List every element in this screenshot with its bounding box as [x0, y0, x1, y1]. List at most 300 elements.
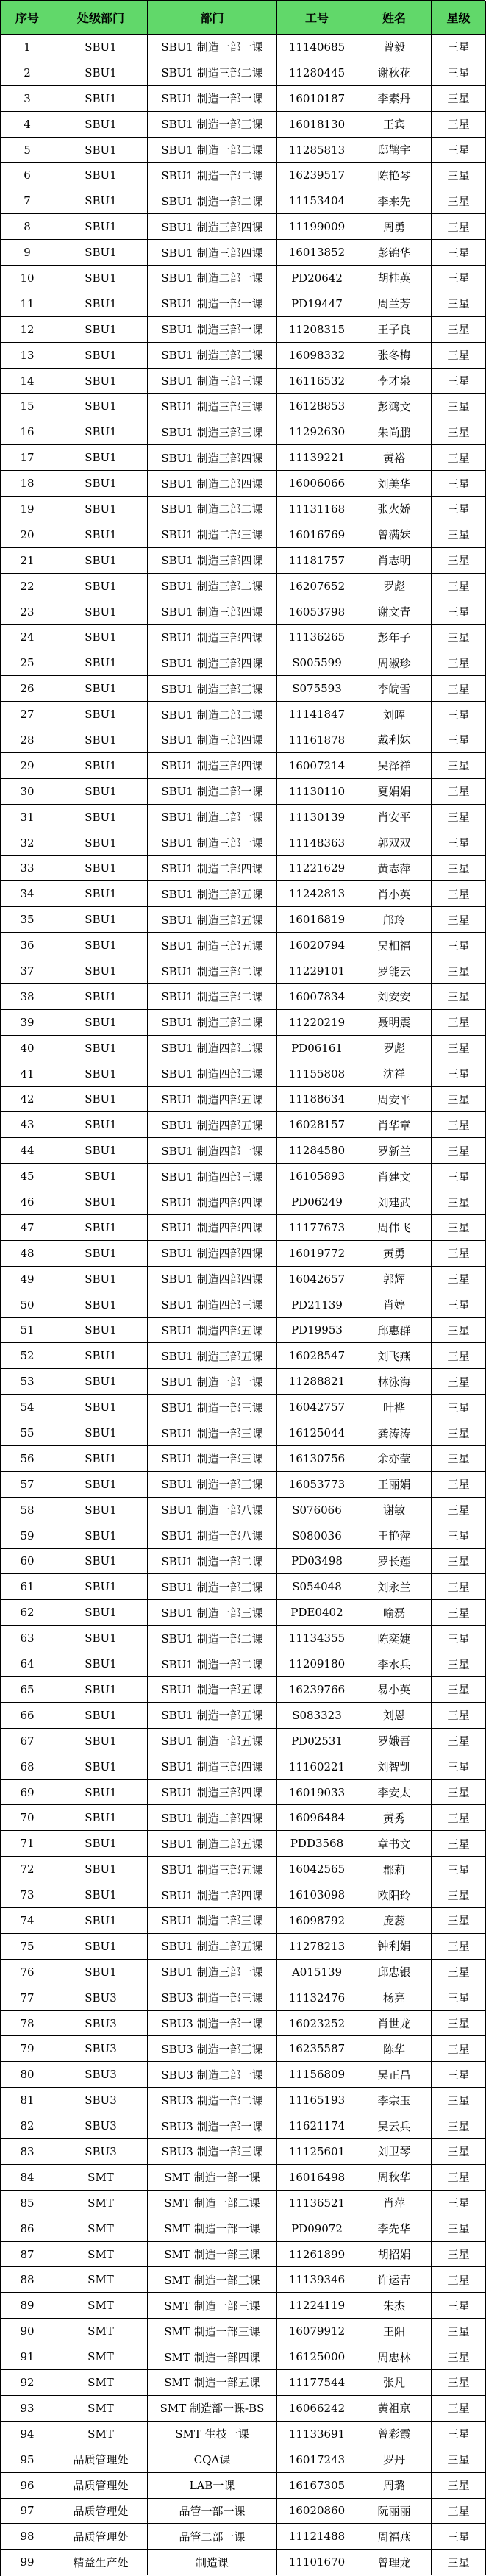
cell-star-level: 三星	[432, 2088, 486, 2113]
cell-name: 刘永兰	[357, 1574, 432, 1600]
cell-department: SBU1 制造三部三课	[148, 419, 277, 445]
cell-division: SBU1	[54, 1882, 148, 1908]
cell-employee-id: 16042657	[277, 1267, 357, 1292]
cell-division: SBU1	[54, 984, 148, 1010]
cell-employee-id: PD02531	[277, 1729, 357, 1754]
cell-name: 阮丽丽	[357, 2499, 432, 2525]
cell-division: SBU1	[54, 753, 148, 779]
cell-seq: 90	[1, 2319, 54, 2344]
cell-star-level: 三星	[432, 1805, 486, 1831]
cell-division: SBU1	[54, 1729, 148, 1754]
cell-name: 刘美华	[357, 471, 432, 497]
cell-department: SBU1 制造三部三课	[148, 369, 277, 394]
cell-star-level: 三星	[432, 2447, 486, 2473]
cell-employee-id: 16167305	[277, 2473, 357, 2499]
cell-division: SBU1	[54, 369, 148, 394]
cell-department: SBU1 制造二部五课	[148, 1831, 277, 1857]
cell-seq: 2	[1, 60, 54, 86]
cell-department: SMT 制造部一课-BS	[148, 2396, 277, 2422]
cell-star-level: 三星	[432, 2242, 486, 2268]
cell-seq: 14	[1, 369, 54, 394]
cell-department: SBU1 制造一部一课	[148, 1369, 277, 1395]
cell-name: 黄裕	[357, 445, 432, 471]
cell-department: SMT 制造一部二课	[148, 2191, 277, 2216]
cell-department: SBU1 制造四部二课	[148, 1036, 277, 1061]
cell-seq: 31	[1, 805, 54, 830]
cell-star-level: 三星	[432, 2319, 486, 2344]
cell-employee-id: 16016819	[277, 907, 357, 933]
cell-department: SBU1 制造一部二课	[148, 1626, 277, 1651]
cell-employee-id: PDD3568	[277, 1831, 357, 1857]
cell-department: SBU1 制造二部三课	[148, 522, 277, 548]
cell-star-level: 三星	[432, 1780, 486, 1806]
cell-division: SMT	[54, 2319, 148, 2344]
cell-star-level: 三星	[432, 1010, 486, 1036]
cell-department: SBU1 制造三部三课	[148, 676, 277, 702]
cell-division: SBU1	[54, 1857, 148, 1882]
cell-seq: 17	[1, 445, 54, 471]
cell-department: SBU1 制造四部四课	[148, 1241, 277, 1267]
cell-name: 曾彩霞	[357, 2422, 432, 2447]
cell-seq: 54	[1, 1395, 54, 1420]
cell-division: SBU1	[54, 60, 148, 86]
cell-name: 沈祥	[357, 1061, 432, 1087]
cell-division: SBU3	[54, 1985, 148, 2011]
cell-seq: 69	[1, 1780, 54, 1806]
cell-star-level: 三星	[432, 2293, 486, 2319]
cell-seq: 73	[1, 1882, 54, 1908]
cell-employee-id: 11155808	[277, 1061, 357, 1087]
cell-star-level: 三星	[432, 2473, 486, 2499]
cell-star-level: 三星	[432, 574, 486, 599]
cell-division: SBU1	[54, 1061, 148, 1087]
cell-employee-id: 16007214	[277, 753, 357, 779]
cell-seq: 8	[1, 214, 54, 240]
cell-department: SBU1 制造一部三课	[148, 1420, 277, 1446]
cell-name: 张冬梅	[357, 343, 432, 369]
cell-division: SBU1	[54, 1780, 148, 1806]
cell-employee-id: 11134355	[277, 1626, 357, 1651]
cell-employee-id: 11288821	[277, 1369, 357, 1395]
cell-seq: 75	[1, 1934, 54, 1960]
cell-name: 彭鸿文	[357, 394, 432, 419]
cell-seq: 74	[1, 1908, 54, 1934]
cell-employee-id: 16235587	[277, 2036, 357, 2062]
cell-employee-id: S083323	[277, 1703, 357, 1729]
cell-seq: 55	[1, 1420, 54, 1446]
cell-seq: 20	[1, 522, 54, 548]
cell-star-level: 三星	[432, 2422, 486, 2447]
cell-seq: 39	[1, 1010, 54, 1036]
cell-name: 周安平	[357, 1087, 432, 1113]
cell-department: SBU1 制造三部二课	[148, 984, 277, 1010]
cell-seq: 50	[1, 1292, 54, 1318]
cell-seq: 57	[1, 1472, 54, 1498]
cell-name: 肖志明	[357, 548, 432, 574]
cell-employee-id: PD03498	[277, 1549, 357, 1575]
cell-name: 周兰芳	[357, 291, 432, 317]
cell-division: SBU1	[54, 958, 148, 984]
cell-seq: 95	[1, 2447, 54, 2473]
cell-division: SBU1	[54, 86, 148, 112]
cell-employee-id: 16042565	[277, 1857, 357, 1882]
cell-name: 周伟飞	[357, 1215, 432, 1241]
cell-department: SBU1 制造四部五课	[148, 1087, 277, 1113]
cell-name: 罗丹	[357, 2447, 432, 2473]
cell-name: 李宗玉	[357, 2088, 432, 2113]
cell-division: SBU1	[54, 702, 148, 727]
cell-division: SBU1	[54, 1112, 148, 1138]
cell-employee-id: 16128853	[277, 394, 357, 419]
cell-star-level: 三星	[432, 650, 486, 676]
cell-division: SBU1	[54, 317, 148, 343]
cell-name: 吴泽祥	[357, 753, 432, 779]
header-division: 处级部门	[54, 1, 148, 35]
cell-star-level: 三星	[432, 1138, 486, 1164]
cell-department: SBU1 制造一部二课	[148, 188, 277, 214]
cell-name: 吴相福	[357, 933, 432, 958]
cell-employee-id: 16105893	[277, 1164, 357, 1189]
cell-division: SBU3	[54, 2011, 148, 2037]
cell-name: 李素丹	[357, 86, 432, 112]
cell-seq: 48	[1, 1241, 54, 1267]
cell-employee-id: S076066	[277, 1498, 357, 1523]
cell-department: SBU1 制造三部三课	[148, 394, 277, 419]
cell-division: SBU1	[54, 240, 148, 266]
cell-star-level: 三星	[432, 1395, 486, 1420]
cell-name: 胡桂英	[357, 266, 432, 291]
cell-name: 喻磊	[357, 1600, 432, 1626]
cell-name: 肖婷	[357, 1292, 432, 1318]
cell-star-level: 三星	[432, 1036, 486, 1061]
cell-division: SBU1	[54, 445, 148, 471]
cell-employee-id: PD21139	[277, 1292, 357, 1318]
cell-star-level: 三星	[432, 1523, 486, 1549]
cell-division: SBU1	[54, 1395, 148, 1420]
cell-employee-id: 11181757	[277, 548, 357, 574]
cell-star-level: 三星	[432, 1960, 486, 1985]
cell-star-level: 三星	[432, 2139, 486, 2165]
cell-department: CQA课	[148, 2447, 277, 2473]
cell-star-level: 三星	[432, 2267, 486, 2293]
cell-star-level: 三星	[432, 1882, 486, 1908]
cell-star-level: 三星	[432, 317, 486, 343]
cell-division: SBU1	[54, 574, 148, 599]
cell-star-level: 三星	[432, 188, 486, 214]
cell-department: SBU1 制造三部四课	[148, 625, 277, 650]
cell-name: 刘飞燕	[357, 1343, 432, 1369]
cell-name: 张凡	[357, 2370, 432, 2396]
cell-division: SBU1	[54, 1626, 148, 1651]
cell-employee-id: 11221629	[277, 856, 357, 882]
cell-division: SBU1	[54, 1960, 148, 1985]
cell-employee-id: PD06161	[277, 1036, 357, 1061]
cell-division: SBU1	[54, 1523, 148, 1549]
cell-star-level: 三星	[432, 830, 486, 856]
cell-division: SMT	[54, 2344, 148, 2370]
cell-department: SBU1 制造一部三课	[148, 1574, 277, 1600]
cell-division: SBU1	[54, 1472, 148, 1498]
cell-division: SBU1	[54, 1189, 148, 1215]
cell-employee-id: 11136265	[277, 625, 357, 650]
cell-seq: 16	[1, 419, 54, 445]
cell-star-level: 三星	[432, 907, 486, 933]
cell-name: 谢敏	[357, 1498, 432, 1523]
cell-division: SBU1	[54, 1754, 148, 1780]
cell-employee-id: 11220219	[277, 1010, 357, 1036]
cell-employee-id: 11224119	[277, 2293, 357, 2319]
cell-star-level: 三星	[432, 214, 486, 240]
cell-star-level: 三星	[432, 1061, 486, 1087]
cell-department: SBU1 制造二部一课	[148, 805, 277, 830]
cell-name: 谢文青	[357, 599, 432, 625]
cell-seq: 91	[1, 2344, 54, 2370]
cell-department: SBU1 制造三部四课	[148, 753, 277, 779]
cell-division: SBU1	[54, 1215, 148, 1241]
cell-division: 品质管理处	[54, 2524, 148, 2550]
cell-employee-id: 11140685	[277, 35, 357, 60]
cell-employee-id: PD19953	[277, 1318, 357, 1344]
cell-star-level: 三星	[432, 984, 486, 1010]
cell-employee-id: 16020794	[277, 933, 357, 958]
cell-seq: 98	[1, 2524, 54, 2550]
cell-employee-id: 16028547	[277, 1343, 357, 1369]
cell-department: SBU1 制造四部三课	[148, 1292, 277, 1318]
cell-division: SBU1	[54, 779, 148, 805]
cell-name: 罗彪	[357, 1036, 432, 1061]
cell-seq: 38	[1, 984, 54, 1010]
cell-employee-id: 11139346	[277, 2267, 357, 2293]
cell-seq: 58	[1, 1498, 54, 1523]
cell-employee-id: 16028157	[277, 1112, 357, 1138]
cell-department: SBU1 制造一部八课	[148, 1523, 277, 1549]
cell-department: SMT 制造一部三课	[148, 2267, 277, 2293]
cell-star-level: 三星	[432, 856, 486, 882]
cell-department: SBU1 制造四部三课	[148, 1164, 277, 1189]
cell-division: SBU1	[54, 1343, 148, 1369]
cell-employee-id: S005599	[277, 650, 357, 676]
cell-name: 周勇	[357, 214, 432, 240]
cell-name: 刘安安	[357, 984, 432, 1010]
cell-department: SMT 生技一课	[148, 2422, 277, 2447]
cell-seq: 66	[1, 1703, 54, 1729]
cell-employee-id: 11177673	[277, 1215, 357, 1241]
cell-seq: 83	[1, 2139, 54, 2165]
cell-seq: 80	[1, 2062, 54, 2088]
cell-name: 林泳海	[357, 1369, 432, 1395]
cell-star-level: 三星	[432, 1908, 486, 1934]
cell-division: SBU1	[54, 394, 148, 419]
cell-name: 黄秀	[357, 1805, 432, 1831]
cell-division: SBU1	[54, 1369, 148, 1395]
cell-seq: 28	[1, 727, 54, 753]
cell-division: SBU3	[54, 2036, 148, 2062]
cell-department: SBU1 制造三部四课	[148, 214, 277, 240]
cell-employee-id: 16016769	[277, 522, 357, 548]
cell-star-level: 三星	[432, 1498, 486, 1523]
cell-star-level: 三星	[432, 2011, 486, 2037]
cell-seq: 47	[1, 1215, 54, 1241]
cell-star-level: 三星	[432, 163, 486, 188]
cell-employee-id: 11136521	[277, 2191, 357, 2216]
cell-name: 罗娥吾	[357, 1729, 432, 1754]
cell-seq: 15	[1, 394, 54, 419]
cell-division: SBU1	[54, 419, 148, 445]
cell-seq: 59	[1, 1523, 54, 1549]
cell-division: SBU1	[54, 1318, 148, 1344]
cell-department: SBU1 制造一部一课	[148, 291, 277, 317]
cell-division: SBU1	[54, 1164, 148, 1189]
cell-division: SBU1	[54, 1651, 148, 1677]
cell-name: 肖小英	[357, 881, 432, 907]
cell-name: 吴云兵	[357, 2113, 432, 2139]
cell-department: SBU3 制造一部一课	[148, 2011, 277, 2037]
cell-division: SBU1	[54, 1420, 148, 1446]
cell-department: SBU1 制造三部一课	[148, 1960, 277, 1985]
cell-name: 肖安平	[357, 805, 432, 830]
cell-star-level: 三星	[432, 1267, 486, 1292]
cell-department: SBU1 制造一部三课	[148, 1472, 277, 1498]
cell-division: SMT	[54, 2422, 148, 2447]
cell-division: SBU1	[54, 856, 148, 882]
cell-department: SBU1 制造四部四课	[148, 1215, 277, 1241]
cell-department: SBU1 制造四部一课	[148, 1138, 277, 1164]
cell-employee-id: 16018130	[277, 112, 357, 138]
cell-department: SBU1 制造二部四课	[148, 856, 277, 882]
cell-employee-id: 11161878	[277, 727, 357, 753]
cell-department: SMT 制造一部四课	[148, 2344, 277, 2370]
cell-division: SBU1	[54, 188, 148, 214]
cell-seq: 53	[1, 1369, 54, 1395]
cell-name: 余亦莹	[357, 1446, 432, 1472]
cell-department: SBU1 制造三部四课	[148, 727, 277, 753]
cell-star-level: 三星	[432, 1472, 486, 1498]
cell-name: 陈艳琴	[357, 163, 432, 188]
cell-department: SMT 制造一部一课	[148, 2165, 277, 2191]
cell-star-level: 三星	[432, 1549, 486, 1575]
cell-department: SBU1 制造三部五课	[148, 933, 277, 958]
cell-seq: 72	[1, 1857, 54, 1882]
cell-division: SBU1	[54, 471, 148, 497]
cell-seq: 67	[1, 1729, 54, 1754]
cell-name: 周淑珍	[357, 650, 432, 676]
cell-seq: 61	[1, 1574, 54, 1600]
cell-seq: 3	[1, 86, 54, 112]
cell-name: 胡招娟	[357, 2242, 432, 2268]
cell-employee-id: S080036	[277, 1523, 357, 1549]
cell-name: 叶桦	[357, 1395, 432, 1420]
cell-name: 周璐	[357, 2473, 432, 2499]
cell-star-level: 三星	[432, 1626, 486, 1651]
cell-department: SBU1 制造三部一课	[148, 317, 277, 343]
cell-employee-id: 11280445	[277, 60, 357, 86]
cell-department: SBU3 制造一部三课	[148, 1985, 277, 2011]
cell-star-level: 三星	[432, 1318, 486, 1344]
cell-seq: 25	[1, 650, 54, 676]
cell-star-level: 三星	[432, 805, 486, 830]
cell-department: SBU1 制造四部四课	[148, 1189, 277, 1215]
cell-division: SBU1	[54, 1498, 148, 1523]
cell-division: SBU1	[54, 650, 148, 676]
cell-department: 品管一部一课	[148, 2499, 277, 2525]
cell-seq: 13	[1, 343, 54, 369]
cell-seq: 79	[1, 2036, 54, 2062]
cell-division: SMT	[54, 2396, 148, 2422]
cell-star-level: 三星	[432, 419, 486, 445]
cell-employee-id: PDE0402	[277, 1600, 357, 1626]
cell-division: SBU1	[54, 1010, 148, 1036]
cell-seq: 34	[1, 881, 54, 907]
cell-seq: 60	[1, 1549, 54, 1575]
cell-department: SBU1 制造一部二课	[148, 1651, 277, 1677]
cell-seq: 36	[1, 933, 54, 958]
cell-department: LAB一课	[148, 2473, 277, 2499]
cell-division: SMT	[54, 2216, 148, 2242]
cell-name: 王子良	[357, 317, 432, 343]
cell-name: 邝玲	[357, 907, 432, 933]
cell-seq: 35	[1, 907, 54, 933]
cell-employee-id: 11199009	[277, 214, 357, 240]
cell-star-level: 三星	[432, 445, 486, 471]
cell-star-level: 三星	[432, 2344, 486, 2370]
cell-name: 庞蕊	[357, 1908, 432, 1934]
cell-seq: 87	[1, 2242, 54, 2268]
cell-star-level: 三星	[432, 497, 486, 522]
cell-employee-id: 16019772	[277, 1241, 357, 1267]
cell-name: 肖世龙	[357, 2011, 432, 2037]
cell-division: SBU3	[54, 2088, 148, 2113]
cell-star-level: 三星	[432, 138, 486, 163]
cell-department: SBU1 制造一部一课	[148, 35, 277, 60]
cell-name: 李皖雪	[357, 676, 432, 702]
cell-employee-id: 16017243	[277, 2447, 357, 2473]
cell-name: 罗彪	[357, 574, 432, 599]
cell-star-level: 三星	[432, 1292, 486, 1318]
cell-star-level: 三星	[432, 2499, 486, 2525]
cell-department: SBU1 制造二部三课	[148, 1908, 277, 1934]
cell-name: 钟利娟	[357, 1934, 432, 1960]
cell-star-level: 三星	[432, 881, 486, 907]
cell-seq: 77	[1, 1985, 54, 2011]
cell-division: SBU1	[54, 548, 148, 574]
cell-star-level: 三星	[432, 369, 486, 394]
cell-department: SBU1 制造二部二课	[148, 497, 277, 522]
cell-star-level: 三星	[432, 471, 486, 497]
cell-star-level: 三星	[432, 1241, 486, 1267]
cell-seq: 23	[1, 599, 54, 625]
cell-employee-id: 11242813	[277, 881, 357, 907]
cell-name: 曾满妹	[357, 522, 432, 548]
cell-department: SBU1 制造二部四课	[148, 471, 277, 497]
cell-seq: 76	[1, 1960, 54, 1985]
cell-employee-id: 16016498	[277, 2165, 357, 2191]
cell-department: SBU1 制造一部三课	[148, 1446, 277, 1472]
cell-seq: 43	[1, 1112, 54, 1138]
cell-department: SMT 制造一部一课	[148, 2216, 277, 2242]
cell-division: SBU1	[54, 1934, 148, 1960]
cell-seq: 18	[1, 471, 54, 497]
cell-division: SBU1	[54, 1805, 148, 1831]
cell-name: 肖建文	[357, 1164, 432, 1189]
cell-department: SBU1 制造三部五课	[148, 907, 277, 933]
cell-division: SBU1	[54, 1600, 148, 1626]
cell-employee-id: 11153404	[277, 188, 357, 214]
cell-seq: 7	[1, 188, 54, 214]
cell-employee-id: 16042757	[277, 1395, 357, 1420]
cell-employee-id: 16007834	[277, 984, 357, 1010]
cell-division: SMT	[54, 2370, 148, 2396]
cell-department: SMT 制造一部三课	[148, 2319, 277, 2344]
